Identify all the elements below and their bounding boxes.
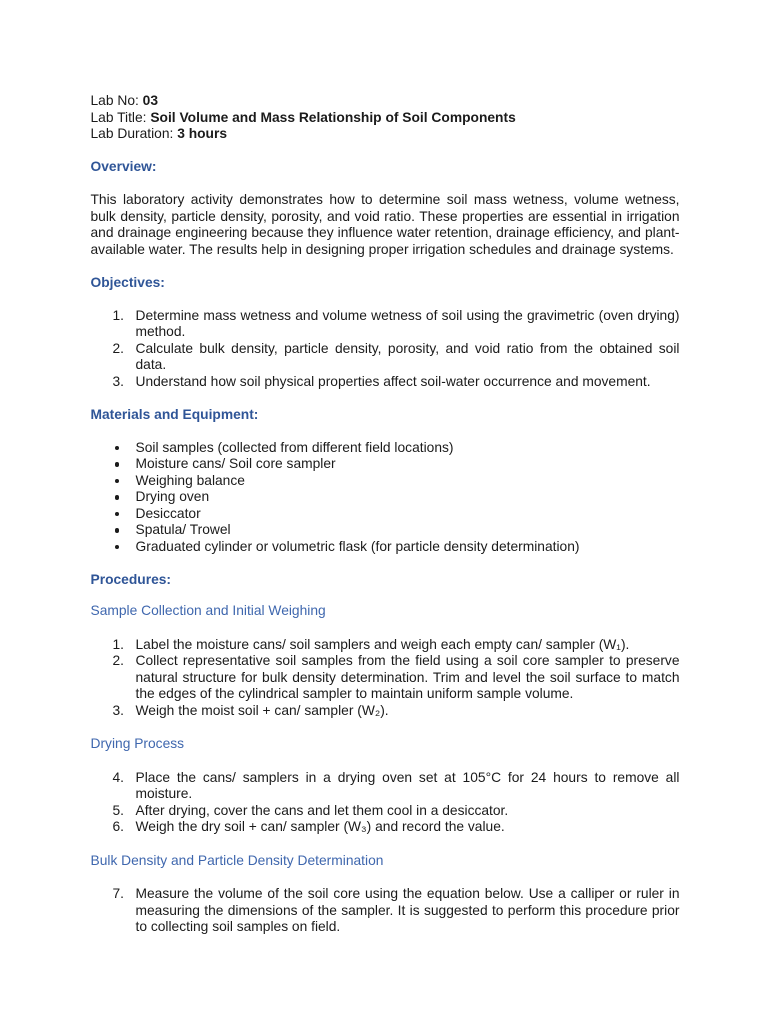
- lab-title-value: Soil Volume and Mass Relationship of Soil Components: [150, 109, 516, 125]
- list-item: [91, 803, 680, 820]
- sample-collection-steps: [91, 637, 680, 720]
- bullet-icon: [115, 495, 120, 500]
- bullet-icon: [115, 545, 120, 550]
- list-number: 3.: [112, 373, 125, 389]
- list-item: [91, 522, 680, 539]
- list-item: [91, 637, 680, 654]
- lab-number-label: Lab No:: [90, 93, 139, 108]
- list-number: 1.: [112, 636, 125, 652]
- list-item: [91, 653, 680, 703]
- bullet-icon: [115, 479, 120, 484]
- lab-duration-line: [91, 126, 680, 143]
- lab-duration-label: Lab Duration:: [90, 126, 174, 141]
- list-number: 3.: [112, 702, 125, 718]
- list-number: 2.: [112, 340, 125, 356]
- overview-heading: Overview:: [90, 159, 157, 174]
- list-item-text: Measure the volume of the soil core using the equation below. Use a calliper or ruler in measuring the dimensions of the sampler. It is suggested to perform this procedure prior to collecting soil samples on field.: [135, 886, 680, 934]
- lab-title-line: [91, 110, 680, 127]
- list-item-text: Weigh the dry soil + can/ sampler (W₃) and record the value.: [135, 819, 505, 834]
- list-item-text: Determine mass wetness and volume wetness of soil using the gravimetric (oven drying) method.: [135, 307, 680, 339]
- list-item: [91, 374, 680, 391]
- list-item: [91, 456, 680, 473]
- density-determination-steps: [91, 886, 680, 936]
- list-item: [91, 308, 680, 341]
- list-item: [91, 703, 680, 720]
- list-item: [91, 539, 680, 556]
- list-item-text: Soil samples (collected from different field locations): [135, 439, 454, 455]
- section-heading-density-determination: Bulk Density and Particle Density Determination: [90, 852, 384, 868]
- list-item-text: Collect representative soil samples from the field using a soil core sampler to preserve natural structure for bulk density determination. Trim and level the soil surface to match the edges of the cylindrical sampler to maintain uniform sample volume.: [135, 653, 680, 701]
- list-item: [91, 341, 680, 374]
- list-item-text: Weigh the moist soil + can/ sampler (W₂).: [135, 702, 389, 718]
- objectives-list: [91, 308, 680, 391]
- list-item: [91, 819, 680, 836]
- lab-number-value: 03: [142, 93, 159, 108]
- list-item-text: Graduated cylinder or volumetric flask (for particle density determination): [135, 538, 580, 554]
- lab-duration-value: 3 hours: [177, 126, 228, 141]
- drying-process-steps: [91, 770, 680, 836]
- list-number: 1.: [112, 307, 125, 323]
- list-item-text: Drying oven: [135, 489, 210, 504]
- list-number: 5.: [112, 802, 125, 818]
- materials-list: [91, 440, 680, 556]
- bullet-icon: [115, 446, 120, 451]
- document-content: [91, 93, 680, 936]
- list-number: 7.: [112, 886, 125, 901]
- list-item-text: Desiccator: [135, 505, 201, 521]
- section-heading-drying-process: Drying Process: [90, 735, 185, 751]
- list-item: [91, 506, 680, 523]
- list-item-text: Spatula/ Trowel: [135, 522, 231, 537]
- section-heading-sample-collection: Sample Collection and Initial Weighing: [90, 603, 326, 618]
- list-item-text: Label the moisture cans/ soil samplers and weigh each empty can/ sampler (W₁).: [135, 636, 630, 652]
- list-number: 6.: [112, 819, 125, 834]
- list-item: [91, 770, 680, 803]
- list-item: [91, 489, 680, 506]
- overview-paragraph: This laboratory activity demonstrates how to determine soil mass wetness, volume wetness, bulk density, particle density, porosity, and void ratio. These properties are essential in irrigation and drainage engineering because they influence water retention, drainage efficiency, and plant-available water. The results help in designing proper irrigation schedules and drainage systems.: [90, 192, 680, 257]
- list-item: [91, 886, 680, 936]
- list-item-text: After drying, cover the cans and let them cool in a desiccator.: [135, 802, 509, 818]
- list-item: [91, 473, 680, 490]
- bullet-icon: [115, 512, 120, 517]
- materials-heading: Materials and Equipment:: [90, 406, 259, 422]
- list-item-text: Weighing balance: [135, 472, 245, 488]
- list-item-text: Understand how soil physical properties affect soil-water occurrence and movement.: [135, 373, 651, 389]
- list-number: 4.: [112, 769, 125, 785]
- list-item-text: Place the cans/ samplers in a drying oven set at 105°C for 24 hours to remove all moisture.: [135, 769, 680, 801]
- list-number: 2.: [112, 653, 125, 668]
- lab-title-label: Lab Title:: [90, 109, 147, 125]
- list-item: [91, 440, 680, 457]
- lab-number-line: [91, 93, 680, 110]
- list-item-text: Moisture cans/ Soil core sampler: [135, 456, 336, 471]
- list-item-text: Calculate bulk density, particle density, porosity, and void ratio from the obtained soil data.: [135, 340, 680, 372]
- procedures-heading: Procedures:: [90, 571, 172, 587]
- bullet-icon: [115, 528, 120, 533]
- objectives-heading: Objectives:: [90, 274, 165, 290]
- bullet-icon: [115, 462, 120, 467]
